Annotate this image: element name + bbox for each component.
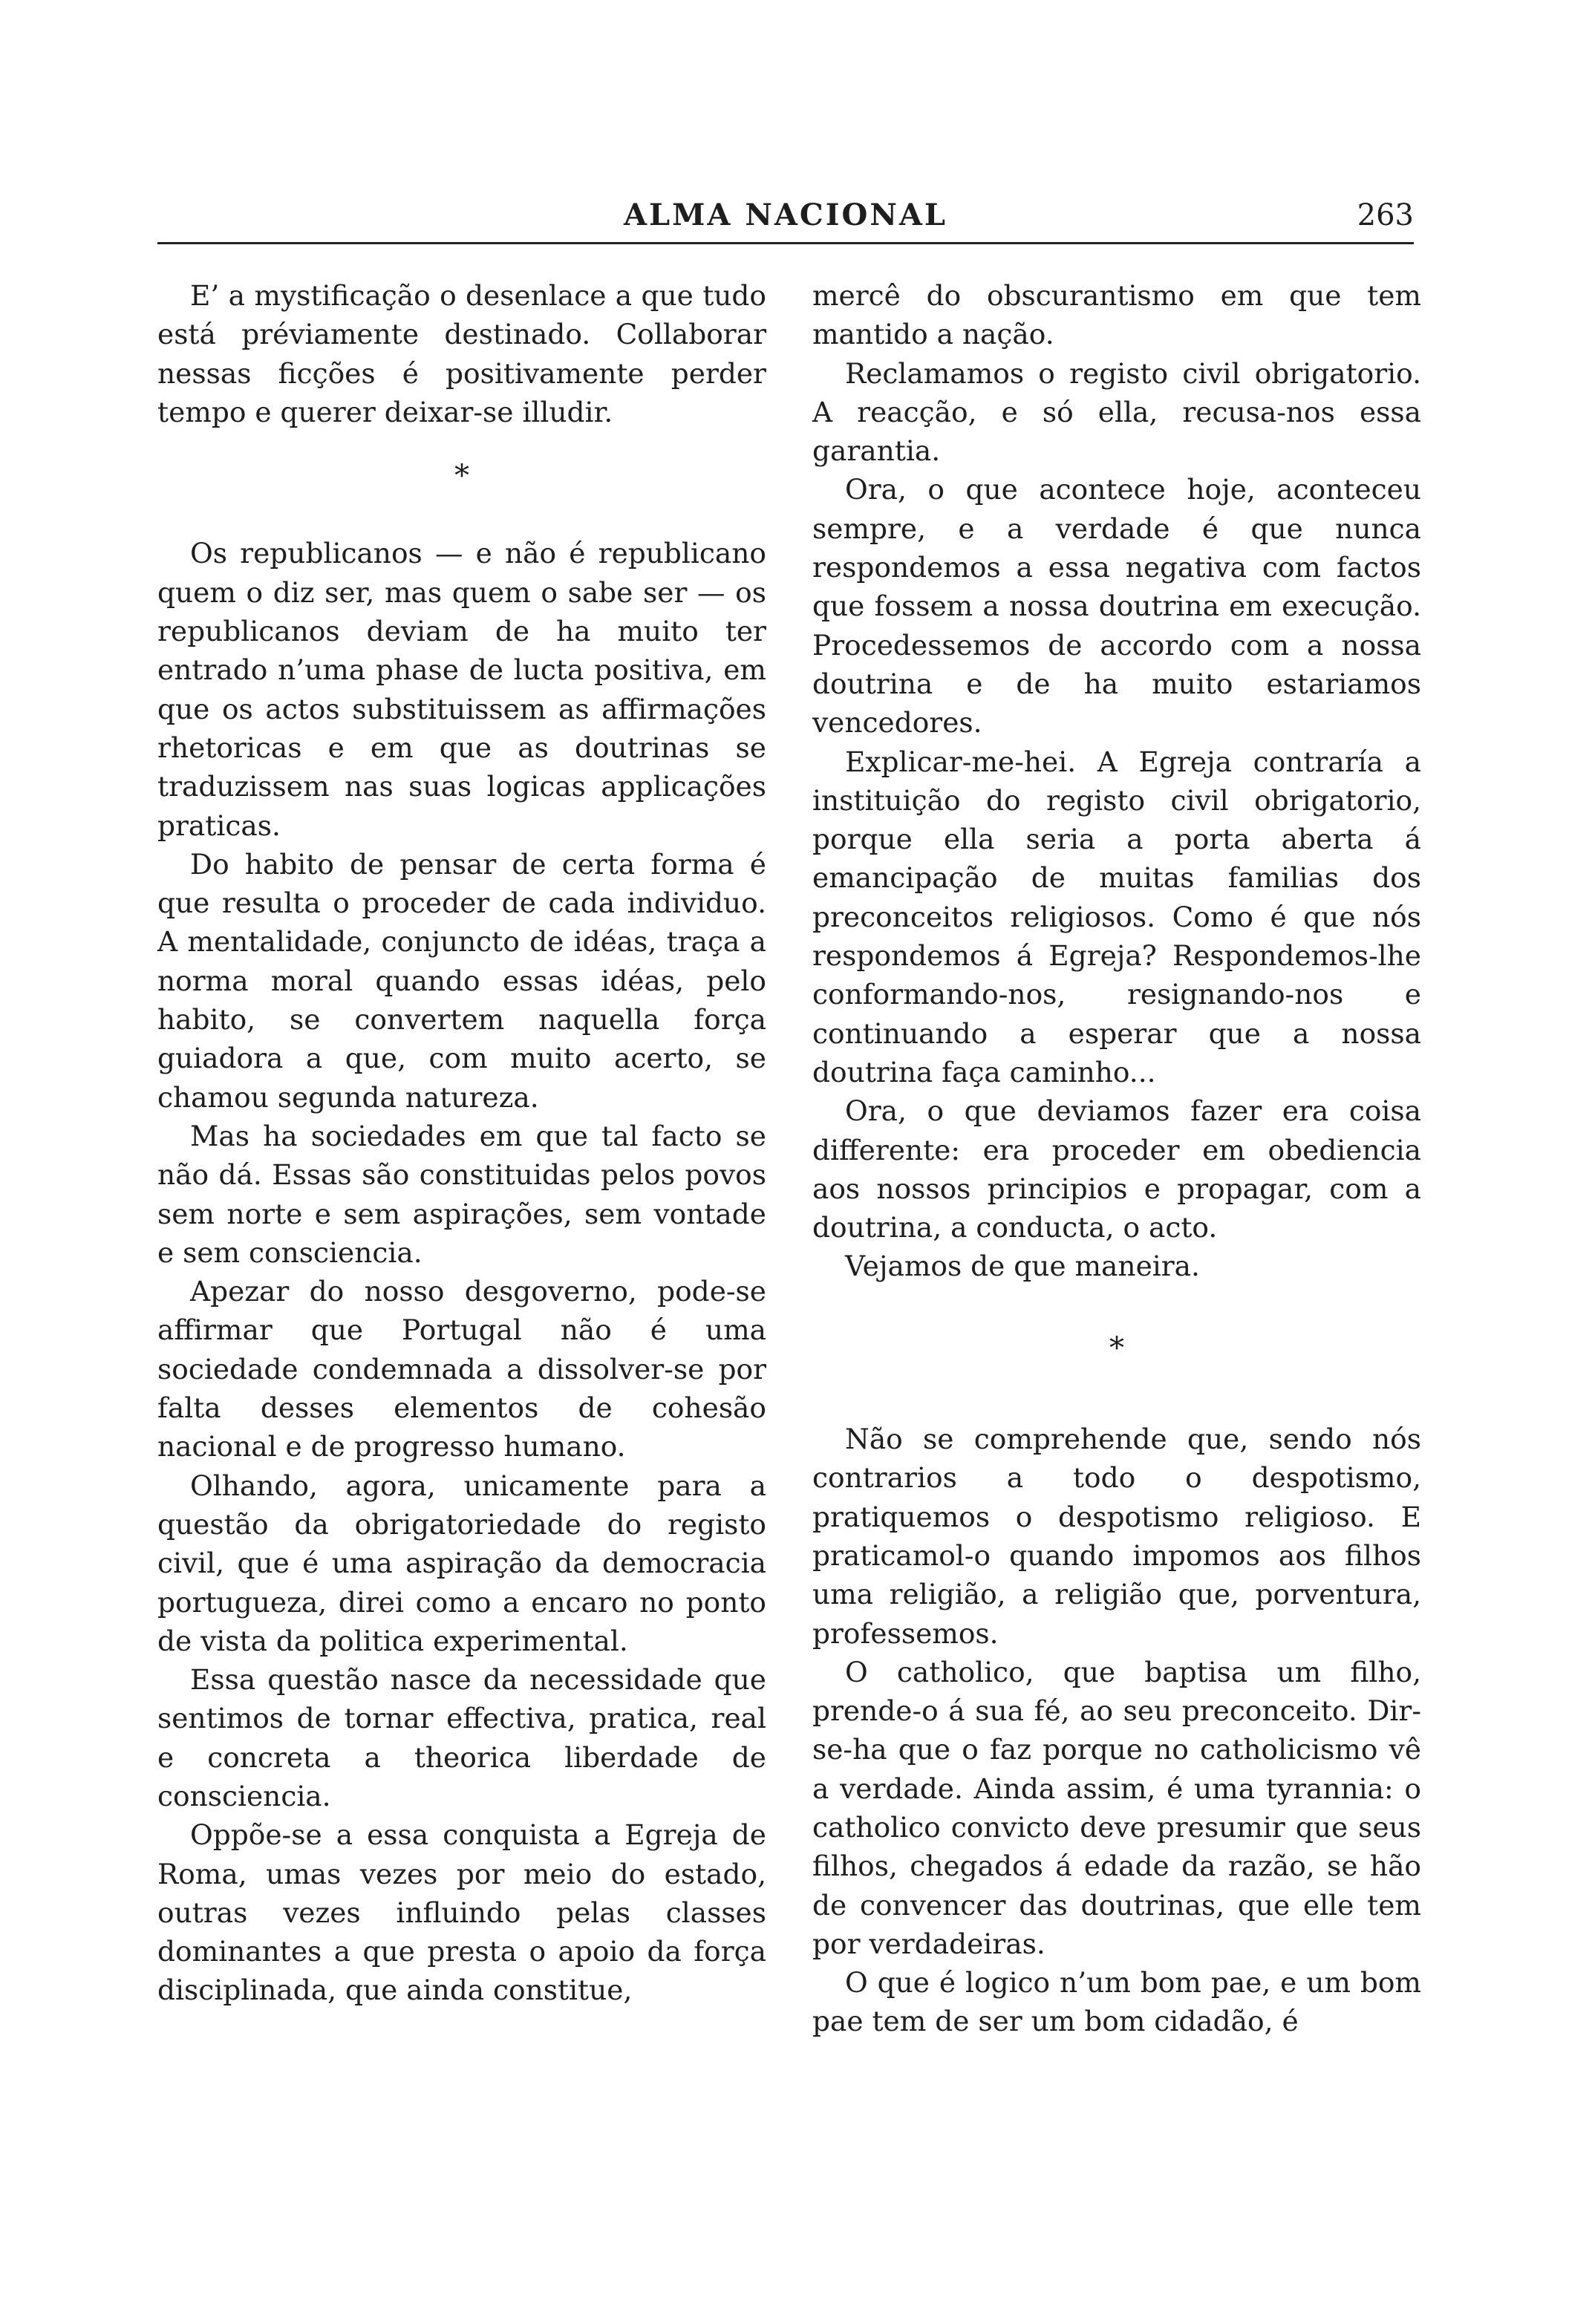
paragraph: Olhando, agora, unicamente para a questão da obrigatoriedade do registo civil, que é uma aspiração da democracia portugueza, direi como a encaro no ponto de vista da politica experimental. [157, 1469, 766, 1657]
page-number: 263 [1357, 198, 1414, 232]
paragraph: Vejamos de que maneira. [845, 1250, 1200, 1283]
paragraph: Do habito de pensar de certa forma é que resulta o proceder de cada individuo. A mentalidade, conjuncto de idéas, traça a norma moral quando essas idéas, pelo habito, se convertem naquella força guiadora a que, com muito acerto, se chamou segunda natureza. [157, 847, 766, 1114]
header-rule [157, 242, 1414, 244]
paragraph: Oppõe-se a essa conquista a Egreja de Roma, umas vezes por meio do estado, outras vezes influindo pelas classes dominantes a que presta o apoio da força disciplinada, que ainda constitue, [157, 1818, 766, 2007]
paragraph: Essa questão nasce da necessidade que sentimos de tornar effectiva, pratica, real e concreta a theorica liberdade de consciencia. [157, 1663, 766, 1812]
paragraph: E’ a mystificação o desenlace a que tudo está préviamente destinado. Collaborar nessas ficções é positivamente perder tempo e querer deixar-se illudir. [157, 279, 766, 428]
paragraph: Mas ha sociedades em que tal facto se não dá. Essas são constituidas pelos povos sem norte e sem aspirações, sem vontade e sem consciencia. [157, 1119, 766, 1269]
page-title: ALMA NACIONAL [623, 198, 948, 232]
right-column [812, 276, 1421, 2041]
paragraph: Ora, o que acontece hoje, aconteceu sempre, e a verdade é que nunca respondemos a essa negativa com factos que fossem a nossa doutrina em execução. Procedessemos de accordo com a nossa doutrina e de ha muito estariamos vencedores. [812, 473, 1421, 740]
paragraph-continued: mercê do obscurantismo em que tem mantido a nação. [812, 279, 1421, 351]
paragraph: O catholico, que baptisa um filho, prende-o á sua fé, ao seu preconceito. Dir-se-ha que o faz porque no catholicismo vê a verdade. Ainda assim, é uma tyrannia: o catholico convicto deve presumir que seus filhos, chegados á edade da razão, se hão de convencer das doutrinas, que elle tem por verdadeiras. [812, 1655, 1421, 1960]
paragraph: O que é logico n’um bom pae, e um bom pae tem de ser um bom cidadão, é [812, 1966, 1421, 2038]
left-column [157, 276, 766, 2010]
paragraph: Ora, o que deviamos fazer era coisa differente: era proceder em obediencia aos nossos principios e propagar, com a doutrina, a conducta, o acto. [812, 1094, 1421, 1244]
paragraph: Os republicanos — e não é republicano quem o diz ser, mas quem o sabe ser — os republicanos deviam de ha muito ter entrado n’uma phase de lucta positiva, em que os actos substituissem as affirmações rhetoricas e em que as doutrinas se traduzissem nas suas logicas applicações praticas. [157, 537, 766, 842]
paragraph: Não se comprehende que, sendo nós contrarios a todo o despotismo, pratiquemos o despotismo religioso. E praticamol-o quando impomos aos filhos uma religião, a religião que, porventura, professemos. [812, 1423, 1421, 1650]
section-separator: * [454, 459, 469, 494]
section-separator: * [1109, 1331, 1124, 1365]
paragraph: Apezar do nosso desgoverno, pode-se affirmar que Portugal não é uma sociedade condemnada a dissolver-se por falta desses elementos de cohesão nacional e de progresso humano. [157, 1275, 766, 1463]
running-head [157, 192, 1414, 239]
paragraph: Explicar-me-hei. A Egreja contraría a instituição do registo civil obrigatorio, porque ella seria a porta aberta á emancipação de muitas familias dos preconceitos religiosos. Como é que nós respondemos á Egreja? Respondemos-lhe conformando-nos, resignando-nos e continuando a esperar que a nossa doutrina faça caminho... [812, 745, 1421, 1088]
paragraph: Reclamamos o registo civil obrigatorio. A reacção, e só ella, recusa-nos essa garantia. [812, 356, 1421, 468]
